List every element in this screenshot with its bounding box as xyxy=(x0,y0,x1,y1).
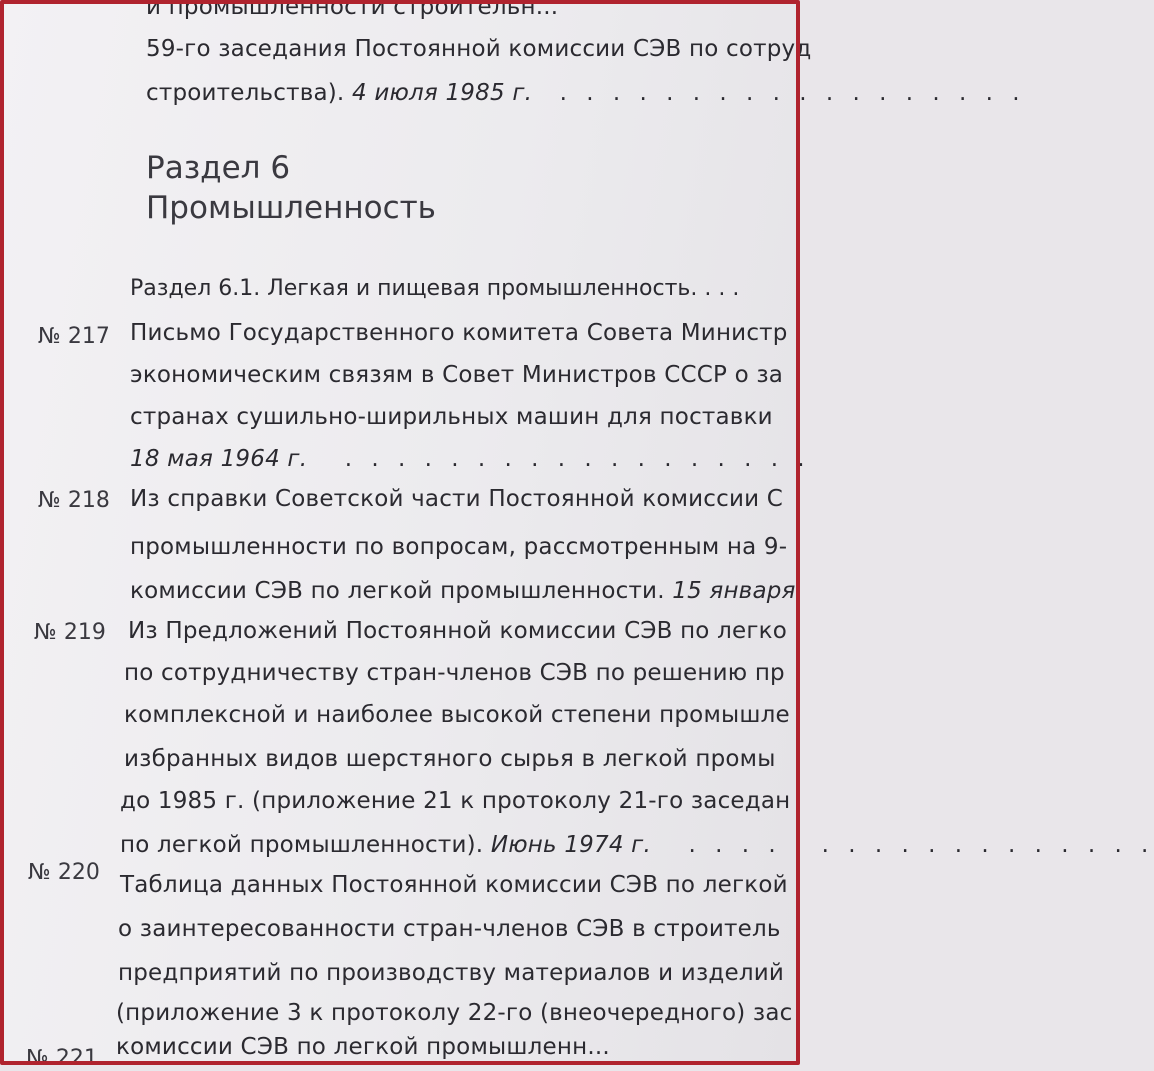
entry-line: по сотрудничеству стран-членов СЭВ по решению пр xyxy=(124,660,785,686)
entry-date: 15 января xyxy=(672,578,796,604)
entry-date-line xyxy=(130,446,811,472)
entry-number: № 218 xyxy=(38,488,110,513)
top-entry-line-1: и промышленности строительн... xyxy=(146,0,559,20)
entry-text: по легкой промышленности). xyxy=(120,832,484,858)
entry-line-with-date xyxy=(120,832,1154,858)
entry-line-with-date xyxy=(130,578,796,604)
entry-line: Из справки Советской части Постоянной комиссии С xyxy=(130,486,784,512)
entry-line: комиссии СЭВ по легкой промышленн... xyxy=(116,1034,610,1060)
subsection-title: Раздел 6.1. Легкая и пищевая промышленность. . . . xyxy=(130,276,740,301)
entry-line: о заинтересованности стран-членов СЭВ в строитель xyxy=(118,916,781,942)
entry-line: Письмо Государственного комитета Совета Министр xyxy=(130,320,788,346)
leader-dots: . . . . . . . . . . . . . . . . . . xyxy=(688,832,1154,858)
section-number: Раздел 6 xyxy=(146,150,291,186)
entry-date: Июнь 1974 г. xyxy=(490,832,651,858)
top-entry-line-2: 59-го заседания Постоянной комиссии СЭВ по сотруд xyxy=(146,36,812,62)
entry-line: промышленности по вопросам, рассмотренным на 9- xyxy=(130,534,788,560)
entry-text: комиссии СЭВ по легкой промышленности. xyxy=(130,578,665,604)
leader-dots: . . . . . . . . . . . . . . . . . . xyxy=(559,80,1026,106)
section-title: Промышленность xyxy=(146,190,436,226)
entry-date: 18 мая 1964 г. xyxy=(130,446,308,472)
entry-number: № 219 xyxy=(34,620,106,645)
entry-line: странах сушильно-ширильных машин для поставки xyxy=(130,404,773,430)
top-entry-line-3 xyxy=(146,80,1026,106)
entry-line: комплексной и наиболее высокой степени промышле xyxy=(124,702,790,728)
entry-line: (приложение 3 к протоколу 22-го (внеочередного) зас xyxy=(116,1000,793,1026)
entry-number: № 220 xyxy=(28,860,100,885)
entry-line: предприятий по производству материалов и изделий xyxy=(118,960,785,986)
top-entry-text: строительства). xyxy=(146,80,345,106)
entry-line: избранных видов шерстяного сырья в легкой промы xyxy=(124,746,776,772)
entry-line: до 1985 г. (приложение 21 к протоколу 21-го заседан xyxy=(120,788,791,814)
entry-line: Из Предложений Постоянной комиссии СЭВ по легко xyxy=(128,618,787,644)
leader-dots: . . . . . . . . . . . . . . . . . . xyxy=(344,446,811,472)
entry-number: № 217 xyxy=(38,324,110,349)
entry-number: № 221 xyxy=(26,1046,98,1071)
top-entry-date: 4 июля 1985 г. xyxy=(351,80,533,106)
entry-line: Таблица данных Постоянной комиссии СЭВ по легкой xyxy=(120,872,788,898)
entry-line: экономическим связям в Совет Министров СССР о за xyxy=(130,362,784,388)
